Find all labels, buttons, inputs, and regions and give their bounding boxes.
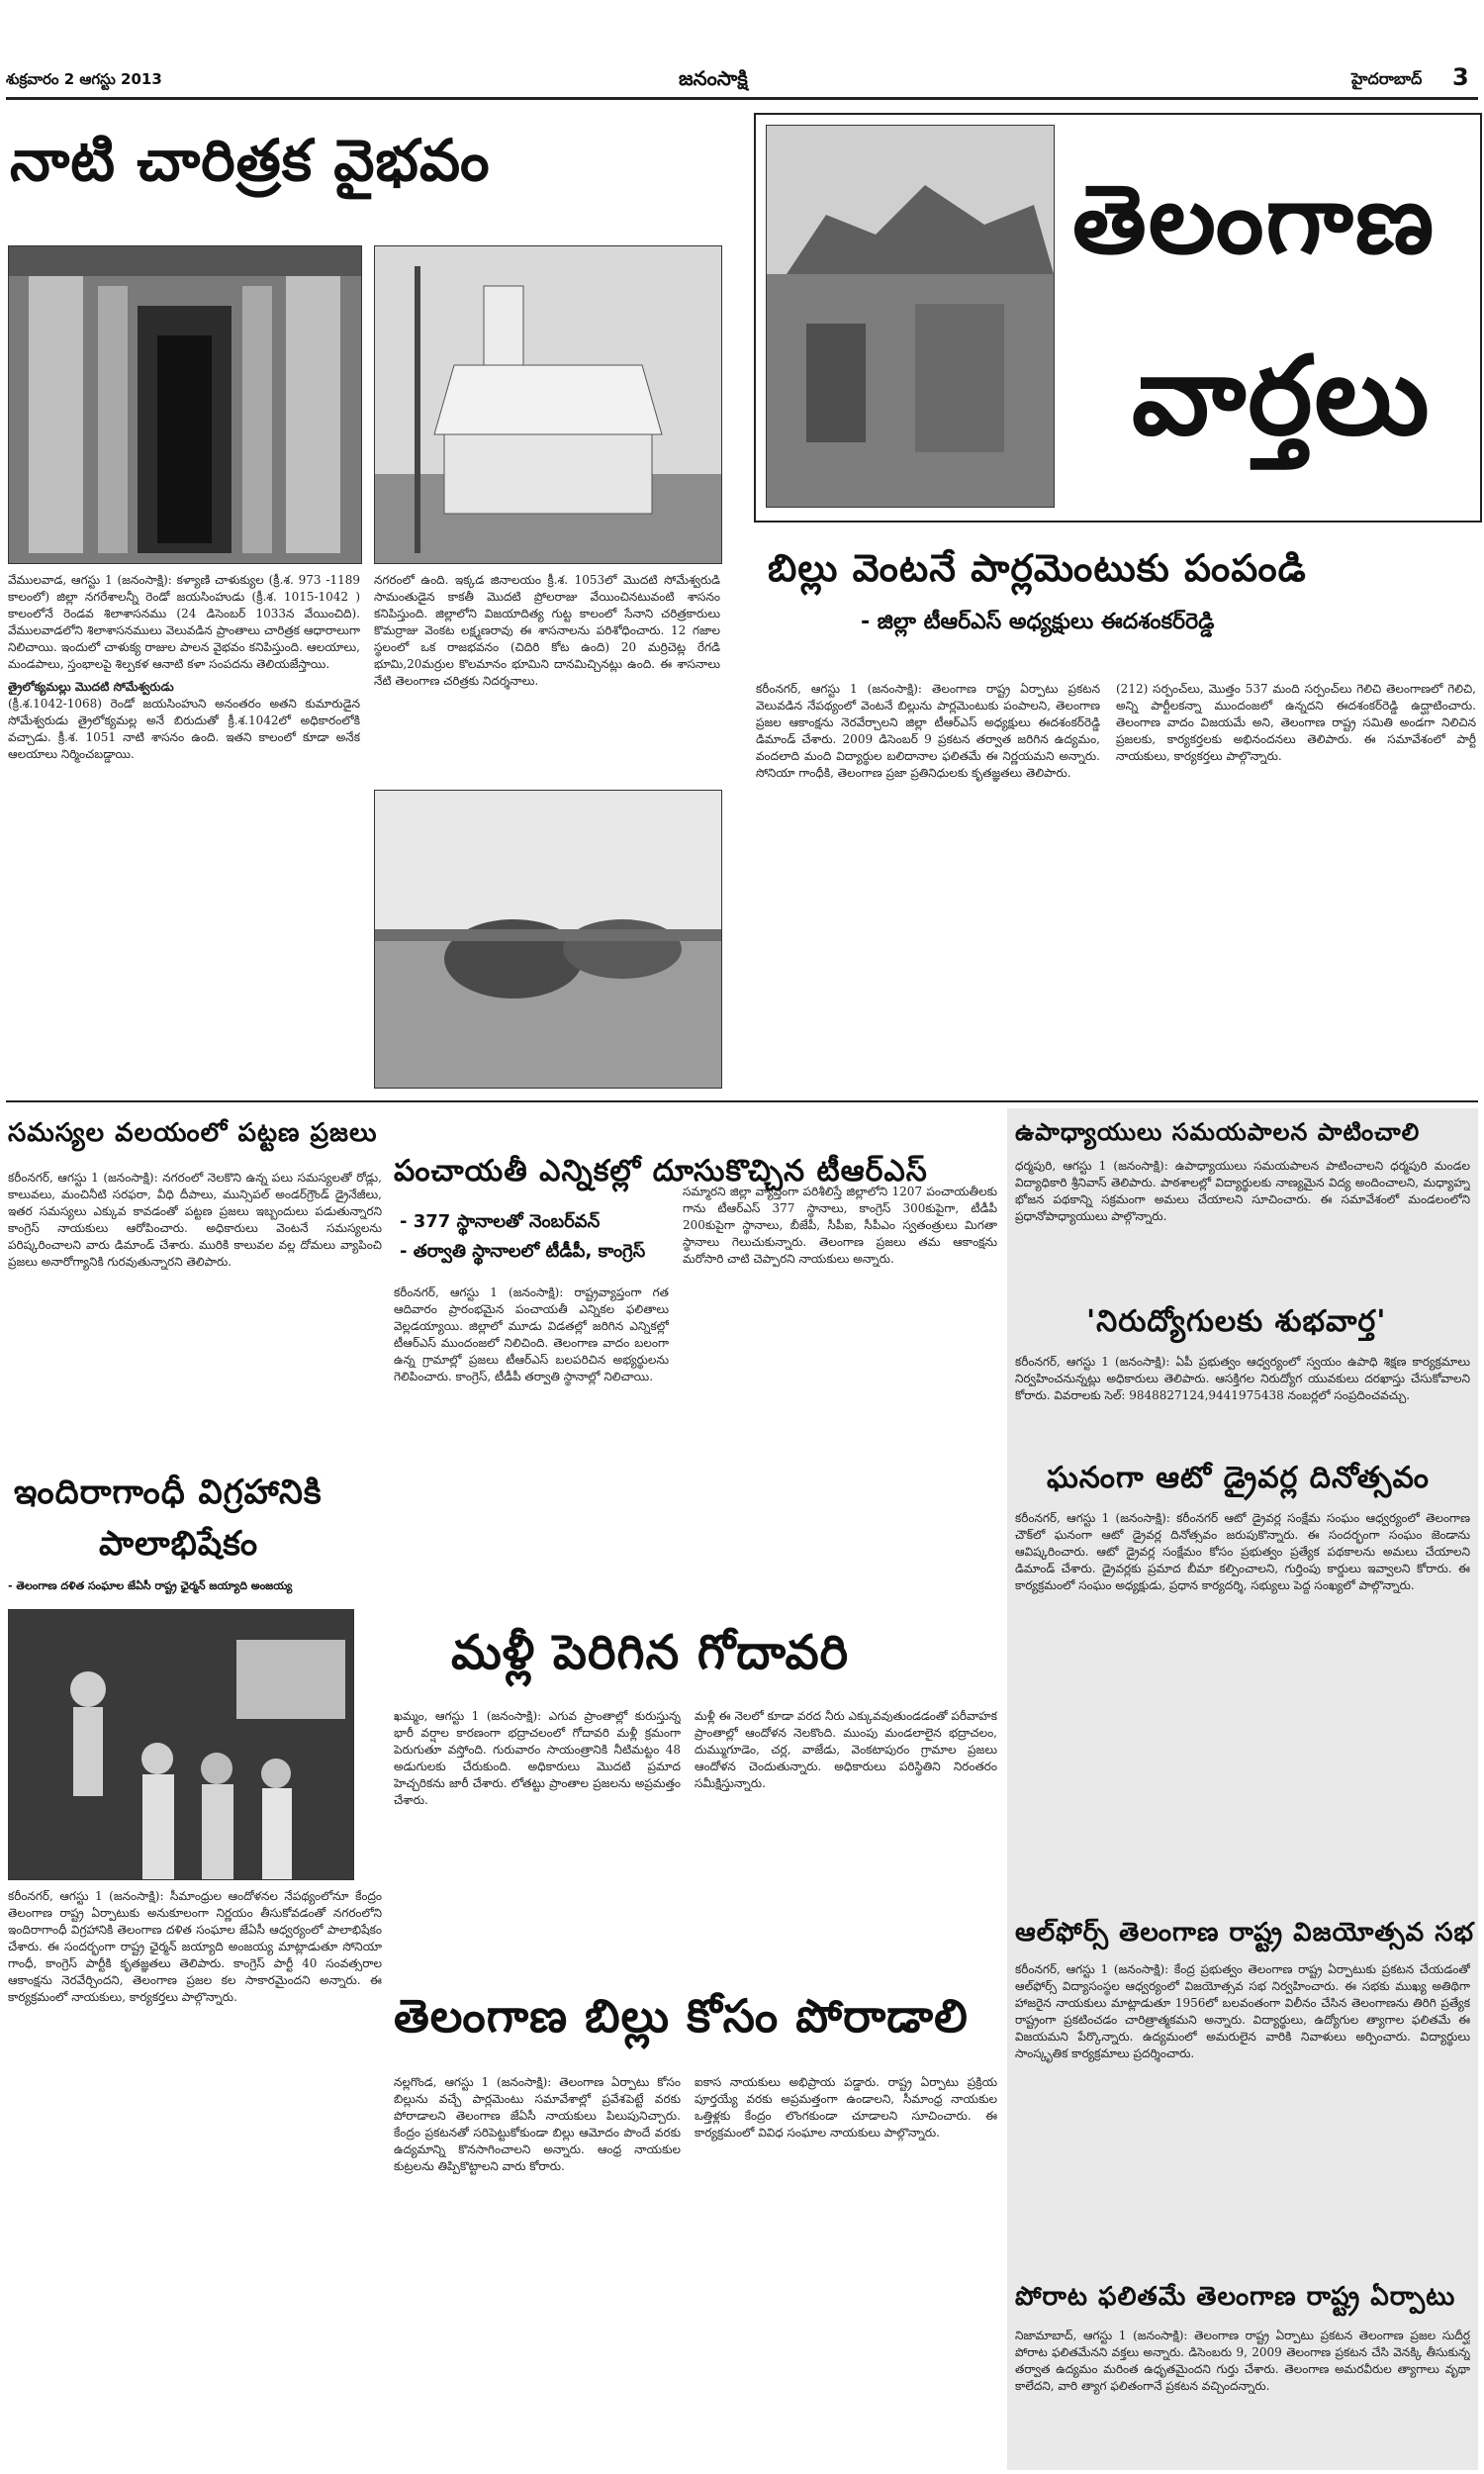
allforce-body-text: కరీంనగర్, ఆగస్టు 1 (జనంసాక్షి): కేంద్ర ప్రభుత్వం తెలంగాణ రాష్ట్ర ఏర్పాటుకు ప్రకటన చేయడంతో ఆల్‌ఫోర్స్‌ విద్యాసంస్థల ఆధ్వర్యంలో విజయోత్సవ సభ నిర్వహించారు. ఈ సభకు ముఖ్య అతిథిగా హాజరైన నాయకులు మాట్లాడుతూ 1956లో బలవంతంగా విలీనం చేసిన తెలంగాణను తిరిగి ప్రత్యేక రాష్ట్రంగా ప్రకటించడం చారిత్రాత్మకమని అన్నారు. విద్యార్థులు, ఉద్యోగుల త్యాగాల ఫలితమే ఈ విజయమని పేర్కొన్నారు. ఉద్యమంలో అమరులైన వారికి నివాళులు అర్పించారు. విద్యార్థులు సాంస్కృతిక కార్యక్రమాలు ప్రదర్శించారు.: [1015, 1962, 1470, 2060]
landscape-tree-art: [375, 791, 721, 1088]
telangana-news-title-2: వార్తలు: [1132, 333, 1432, 459]
godavari-headline: మళ్లీ పెరిగిన గోదావరి: [451, 1625, 850, 1680]
telangana-news-box: [754, 113, 1482, 523]
indira-statue-photo: [8, 1609, 354, 1880]
masthead: [6, 63, 1478, 97]
landscape-tree-photo: [374, 790, 722, 1089]
jobs-body-text: కరీంనగర్, ఆగస్టు 1 (జనంసాక్షి): ఏపీ ప్రభుత్వం ఆధ్వర్యంలో స్వయం ఉపాధి శిక్షణ కార్యక్రమాలు నిర్వహించనున్నట్లు అధికారులు తెలిపారు. ఆసక్తిగల నిరుద్యోగ యువకులు దరఖాస్తు చేసుకోవాలని కోరారు. వివరాలకు సెల్‌: 9848827124,9441975438 నంబర్లలో సంప్రదించవచ్చు.: [1015, 1355, 1470, 1402]
godavari-col1-text: ఖమ్మం, ఆగస్టు 1 (జనంసాక్షి): ఎగువ ప్రాంతాల్లో కురుస్తున్న భారీ వర్షాల కారణంగా భద్రాచలంలో గోదావరి మళ్లీ క్రమంగా పెరుగుతూ వస్తోంది. గురువారం సాయంత్రానికి నీటిమట్టం 48 అడుగులకు చేరుకుంది. అధికారులు మొదటి ప్రమాద హెచ్చరికను జారీ చేశారు. లోతట్టు ప్రాంతాల ప్రజలను అప్రమత్తం చేశారు.: [394, 1709, 681, 1807]
godavari-col2-text: మళ్లీ ఈ నెలలో కూడా వరద నీరు ఎక్కువవుతుండడంతో పరీవాహక ప్రాంతాల్లో ఆందోళన నెలకొంది. ముంపు మండలాలైన భద్రాచలం, దుమ్ముగూడెం, చర్ల, వాజేడు, వెంకటాపురం గ్రామాల ప్రజలు ఆందోళన చెందుతున్నారు. అధికారులు పరిస్థితిని నిరంతరం సమీక్షిస్తున్నారు.: [695, 1709, 997, 1790]
fight-bill-headline: తెలంగాణ బిల్లు కోసం పోరాడాలి: [394, 1989, 969, 2043]
masthead-rule: [6, 97, 1478, 100]
heritage-subhead: త్రైలోక్యమల్లు మొదటి సోమేశ్వరుడు: [8, 680, 174, 694]
fight-bill-col1-text: నల్లగొండ, ఆగస్టు 1 (జనంసాక్షి): తెలంగాణ ఏర్పాటు కోసం బిల్లును వచ్చే పార్లమెంటు సమావేశాల్లో ప్రవేశపెట్టే వరకు పోరాడాలని తెలంగాణ జేఏసీ నాయకులు పిలుపునిచ్చారు. కేంద్రం ప్రకటనతో సరిపెట్టుకోకుండా బిల్లు ఆమోదం పొందే వరకు ఉద్యమాన్ని కొనసాగించాలని అన్నారు. ఆంధ్ర నాయకుల కుట్రలను తిప్పికొట్టాలని వారు కోరారు.: [394, 2075, 681, 2173]
teachers-headline: ఉపాధ్యాయులు సమయపాలన పాటించాలి: [1015, 1118, 1421, 1146]
heritage-col2: [374, 572, 720, 770]
bill-subhead: - జిల్లా టీఆర్‌ఎస్‌ అధ్యక్షులు ఈదశంకర్‌రెడ్డి: [861, 610, 1215, 634]
indira-body: [8, 1888, 382, 2467]
allforce-body: [1015, 1961, 1470, 2258]
heritage-col2-text: నగరంలో ఉంది. ఇక్కడ జినాలయం క్రీ.శ. 1053లో మొదటి సోమేశ్వరుడి సామంతుడైన కాకతీ మొదటి ప్రోలరాజు వేయించినటువంటి శాసనం కనిపిస్తుంది. జిల్లాలోని విజయాదిత్య గుట్ట కాలంలో సేనాని చరిత్రకారులు కొమర్రాజు వెంకట లక్ష్మణరావు ఈ శాసనాలను పరిశోధించారు. 12 గజాల స్థలంలో ఒక రాజభవనం (చిదిరి కోట ఉంది) 20 మర్రిచెట్ల రేగడి భూమి,20మర్రుల కొలమానం భూమిని దానమిచ్చినట్లు ఉంది. ఈ శాసనాలు నేటి తెలంగాణ చరిత్రకు నిదర్శనాలు.: [374, 573, 720, 688]
godavari-col2: [695, 1708, 997, 1965]
bill-headline: బిల్లు వెంటనే పార్లమెంటుకు పంపండి: [768, 546, 1307, 590]
section-rule: [6, 1100, 1478, 1102]
panchayat-bullet-1: - 377 స్థానాలతో నెంబర్‌వన్‌: [400, 1211, 601, 1232]
bill-col1: [756, 681, 1100, 1087]
godavari-col1: [394, 1708, 681, 1965]
fight-bill-col1: [394, 2074, 681, 2468]
town-headline: సమస్యల వలయంలో పట్టణ ప్రజలు: [8, 1118, 378, 1148]
fight-bill-col2-text: ఐకాస నాయకులు అభిప్రాయ పడ్డారు. రాష్ట్ర ఏర్పాటు ప్రక్రియ పూర్తయ్యే వరకు అప్రమత్తంగా ఉండాలని, సీమాంధ్ర నాయకుల ఒత్తిళ్లకు కేంద్రం లొంగకుండా చూడాలని సూచించారు. ఈ కార్యక్రమంలో వివిధ సంఘాల నాయకులు పాల్గొన్నారు.: [695, 2075, 997, 2140]
heritage-title: నాటి చారిత్రక వైభవం: [10, 127, 491, 194]
temple-tower-photo: [374, 245, 722, 564]
right-column: [1007, 1108, 1478, 2470]
heritage-col1-text: వేములవాడ, ఆగస్టు 1 (జనంసాక్షి): కళ్యాణి చాళుక్యుల (క్రీ.శ. 973 -1189 కాలంలో) జిల్లా నగరేశాలన్నీ రెండో జయసింహుడు (క్రీ.శ. 1015-1042 ) కాలంలోనే రెండవ శిలాశాసనము (24 డిసెంబర్ 1033న వేయించిది). వేములవాడలోని శిలాశాసనములు వెలువడిన ప్రాంతాలు చారిత్రక ఆధారాలుగా నిలిచాయి. ఇందులో చాళుక్య రాజుల పాలన వైభవం కనిపిస్తుంది. ఆలయాలు, మండపాలు, స్తంభాలపై శిల్పకళ ఆనాటి కళా సంపదను తెలియజేస్తాయి.: [8, 573, 360, 671]
fight-bill-col2: [695, 2074, 997, 2468]
bill-col2: [1116, 681, 1476, 1087]
jobs-headline: 'నిరుద్యోగులకు శుభవార్త': [1086, 1304, 1387, 1339]
indira-body-text: కరీంనగర్, ఆగస్టు 1 (జనంసాక్షి): సీమాంధ్రుల ఆందోళనల నేపథ్యంలోనూ కేంద్రం తెలంగాణ రాష్ట్ర ఏర్పాటుకు అనుకూలంగా నిర్ణయం తీసుకోవడంతో నగరంలోని ఇందిరాగాంధీ విగ్రహానికి తెలంగాణ దళిత సంఘాల జేఏసీ ఆధ్వర్యంలో పాలాభిషేకం చేశారు. ఈ సందర్భంగా రాష్ట్ర ఛైర్మన్‌ జయ్యాది అంజయ్య మాట్లాడుతూ సోనియా గాంధీ, కాంగ్రెస్‌ పార్టీకి కృతజ్ఞతలు తెలిపారు. కాంగ్రెస్‌ పార్టీ 40 సంవత్సరాల ఆకాంక్షను నెరవేర్చిందని, తెలంగాణ ప్రజల కల సాకారమైందని అన్నారు. ఈ కార్యక్రమంలో నాయకులు, కార్యకర్తలు పాల్గొన్నారు.: [8, 1889, 382, 2004]
allforce-headline: ఆల్‌ఫోర్స్‌ తెలంగాణ రాష్ట్ర విజయోత్సవ సభ: [1015, 1918, 1474, 1948]
bill-col2-text: (212) సర్పంచ్‌లు, మొత్తం 537 మంది సర్పంచ్‌లు గెలిచి తెలంగాణలో గెలిచి, అన్ని పార్టీలకన్నా ముందంజలో ఉన్నదని ఈదశంకర్‌రెడ్డి ఉద్ఘాటించారు. తెలంగాణ వాదం విజయమే అని, తెలంగాణ రాష్ట్ర సమితి అండగా నిలిచిన ప్రజలకు, కార్యకర్తలకు అభినందనలు తెలిపారు. ఈ సమావేశంలో పార్టీ నాయకులు, కార్యకర్తలు పాల్గొన్నారు.: [1116, 682, 1476, 763]
indira-headline-1: ఇందిరాగాంధీ విగ్రహానికి: [14, 1473, 323, 1512]
panchayat-col2-text: సమ్మారని జిల్లా వ్యాప్తంగా పరిశీలిస్తే జిల్లాలోని 1207 పంచాయతీలకు గాను టీఆర్‌ఎస్‌ 377 స్థానాలు, కాంగ్రెస్‌ 300కుపైగా, టీడీపీ 200కుపైగా స్థానాలు, బీజేపీ, సీపీఐ, సీపీఎం స్వతంత్రులు మిగతా స్థానాలు గెలుచుకున్నారు. తెలంగాణ ప్రజలు తమ ఆకాంక్షను మరోసారి చాటి చెప్పారని నాయకులు అన్నారు.: [683, 1185, 997, 1266]
auto-body: [1015, 1510, 1470, 1916]
telangana-news-title-1: తెలంగాణ: [1072, 164, 1437, 275]
panchayat-col1: [394, 1285, 669, 1611]
masthead-date: శుక్రవారం 2 ఆగస్టు 2013: [6, 70, 162, 88]
temple-pillars-art: [9, 246, 361, 563]
indira-subhead: - తెలంగాణ దళిత సంఘాల జేఏసీ రాష్ట్ర ఛైర్మన్‌ జయ్యాది అంజయ్య: [8, 1579, 293, 1592]
panchayat-col1-text: కరీంనగర్, ఆగస్టు 1 (జనంసాక్షి): రాష్ట్రవ్యాప్తంగా గత ఆదివారం ప్రారంభమైన పంచాయతీ ఎన్నికల ఫలితాలు వెల్లడయ్యాయి. జిల్లాలో మూడు విడతల్లో జరిగిన ఎన్నికల్లో టీఆర్‌ఎస్‌ ముందంజలో నిలిచింది. తెలంగాణ వాదం బలంగా ఉన్న గ్రామాల్లో ప్రజలు టీఆర్‌ఎస్‌ బలపరిచిన అభ్యర్థులను గెలిపించారు. కాంగ్రెస్‌, టీడీపీ తర్వాతి స్థానాల్లో నిలిచాయి.: [394, 1285, 669, 1383]
auto-body-text: కరీంనగర్, ఆగస్టు 1 (జనంసాక్షి): కరీంనగర్‌ ఆటో డ్రైవర్ల సంక్షేమ సంఘం ఆధ్వర్యంలో తెలంగాణ చౌక్‌లో ఘనంగా ఆటో డ్రైవర్ల దినోత్సవం జరుపుకొన్నారు. ఈ సందర్భంగా సంఘం జెండాను ఆవిష్కరించారు. ఆటో డ్రైవర్ల సంక్షేమం కోసం ప్రభుత్వం ప్రత్యేక పథకాలను అమలు చేయాలని డిమాండ్‌ చేశారు. డ్రైవర్లకు ప్రమాద బీమా కల్పించాలని, గుర్తింపు కార్డులు ఇవ్వాలని కోరారు. ఈ కార్యక్రమంలో సంఘం అధ్యక్షుడు, ప్రధాన కార్యదర్శి, సభ్యులు పెద్ద సంఖ్యలో పాల్గొన్నారు.: [1015, 1511, 1470, 1592]
result-body-text: నిజామాబాద్, ఆగస్టు 1 (జనంసాక్షి): తెలంగాణ రాష్ట్ర ఏర్పాటు ప్రకటన తెలంగాణ ప్రజల సుదీర్ఘ పోరాట ఫలితమేనని వక్తలు అన్నారు. డిసెంబరు 9, 2009 తెలంగాణ ప్రకటన చేసి వెనక్కి తీసుకున్న తర్వాత ఉద్యమం మరింత ఉధృతమైందని గుర్తు చేశారు. తెలంగాణ అమరవీరుల త్యాగాలు వృథా కాలేదని, వారి త్యాగ ఫలితంగానే ప్రకటన వచ్చిందన్నారు.: [1015, 2329, 1470, 2393]
page-number: 3: [1452, 63, 1469, 91]
temple-pillars-photo: [8, 245, 362, 564]
auto-headline: ఘనంగా ఆటో డ్రైవర్ల దినోత్సవం: [1047, 1461, 1431, 1495]
fort-ruins-art: [767, 126, 1054, 507]
jobs-body: [1015, 1354, 1470, 1453]
result-headline: పోరాట ఫలితమే తెలంగాణ రాష్ట్ర ఏర్పాటు: [1015, 2282, 1456, 2312]
panchayat-col2: [683, 1184, 997, 1611]
teachers-body: [1015, 1158, 1470, 1277]
town-body: [8, 1170, 382, 1467]
teachers-body-text: ధర్మపురి, ఆగస్టు 1 (జనంసాక్షి): ఉపాధ్యాయులు సమయపాలన పాటించాలని ధర్మపురి మండల విద్యాధికారి శ్రీనివాస్‌ తెలిపారు. పాఠశాలల్లో విద్యార్థులకు నాణ్యమైన విద్య అందించాలని, మధ్యాహ్న భోజన పథకాన్ని సక్రమంగా అమలు చేయాలని సూచించారు. ఈ సమావేశంలో మండలంలోని ప్రధానోపాధ్యాయులు పాల్గొన్నారు.: [1015, 1159, 1470, 1223]
panchayat-headline: పంచాయతీ ఎన్నికల్లో దూసుకొచ్చిన టీఆర్‌ఎస్‌: [394, 1154, 928, 1189]
bill-col1-text: కరీంనగర్, ఆగస్టు 1 (జనంసాక్షి): తెలంగాణ రాష్ట్ర ఏర్పాటు ప్రకటన వెలువడిన నేపథ్యంలో వెంటనే బిల్లును పార్లమెంటుకు పంపాలని, తెలంగాణ ప్రజల ఆకాంక్షను నెరవేర్చాలని జిల్లా టీఆర్‌ఎస్‌ అధ్యక్షులు ఈదశంకర్‌రెడ్డి డిమాండ్‌ చేశారు. 2009 డిసెంబర్‌ 9 ప్రకటన తర్వాత జరిగిన ఉద్యమం, వందలాది మంది విద్యార్థుల బలిదానాల ఫలితమే ఈ నిర్ణయమని అన్నారు. సోనియా గాంధీకి, తెలంగాణ ప్రజా ప్రతినిధులకు కృతజ్ఞతలు తెలిపారు.: [756, 682, 1100, 780]
heritage-col1b-text: (క్రీ.శ.1042-1068) రెండో జయసింహుని అనంతరం అతని కుమారుడైన సోమేశ్వరుడు త్రైలోక్యమల్ల అనే బిరుదుతో క్రీ.శ.1042లో అధికారంలోకి వచ్చాడు. క్రీ.శ. 1051 నాటి శాసనం ఉంది. ఇతని కాలంలో కూడా అనేక ఆలయాలు నిర్మించబడ్డాయి.: [8, 697, 360, 761]
indira-headline-2: పాలాభిషేకం: [99, 1524, 259, 1564]
indira-statue-art: [9, 1610, 353, 1879]
heritage-col1: [8, 572, 360, 968]
result-body: [1015, 2328, 1470, 2466]
temple-tower-art: [375, 246, 721, 563]
fort-ruins-photo: [766, 125, 1055, 508]
masthead-logo: జనంసాక్షి: [679, 66, 748, 90]
town-body-text: కరీంనగర్, ఆగస్టు 1 (జనంసాక్షి): నగరంలో నెలకొని ఉన్న పలు సమస్యలతో రోడ్లు, కాలువలు, మంచినీటి సరఫరా, వీధి దీపాలు, మున్సిపల్‌ అండర్‌గ్రౌండ్‌ డ్రైనేజీలు, ఇతర సమస్యలు ఎక్కువ కావడంతో పట్టణ ప్రజలు ఇబ్బందులు పడుతున్నారని కాంగ్రెస్‌ నాయకులు ఆరోపించారు. అధికారులు వెంటనే సమస్యలను పరిష్కరించాలని వారు డిమాండ్‌ చేశారు. మురికి కాలువల వల్ల దోమలు వ్యాపించి ప్రజలు అనారోగ్యానికి గురవుతున్నారని తెలిపారు.: [8, 1171, 382, 1269]
masthead-city: హైదరాబాద్: [1351, 69, 1423, 88]
panchayat-bullet-2: - తర్వాతి స్థానాలలో టీడీపీ, కాంగ్రెస్‌: [400, 1241, 646, 1262]
